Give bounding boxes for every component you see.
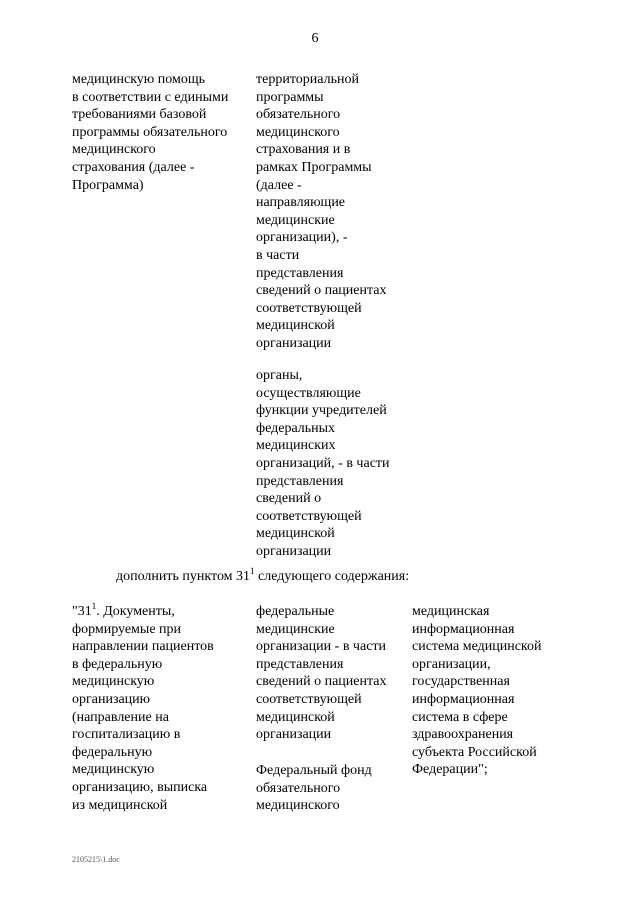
item-description: . Документы, формируемые при направлении пациентов в федеральную медицинскую организацию (направление на госпитализацию в федеральную медицинскую организацию, выписка из медицинской	[72, 604, 214, 813]
top-row-col2-block2: органы, осуществляющие функции учредителей федеральных медицинских организаций, - в части представления сведений о соответствующей медицинской организации	[256, 368, 390, 559]
item-number-superscript: 1	[91, 601, 97, 611]
new-item-col3-text: медицинская информационная система медицинской организации, государственная информационная система в сфере здравоохранения субъекта Российской Федерации";	[412, 604, 542, 778]
instruction-prefix: дополнить пунктом 31	[116, 569, 251, 584]
new-item-col2-block1: федеральные медицинские организации - в части представления сведений о пациентах соответствующей медицинской организации	[256, 604, 387, 743]
instruction-superscript: 1	[250, 566, 255, 576]
amendment-instruction	[116, 568, 409, 586]
new-item-col1-text	[72, 603, 247, 814]
item-number-prefix: "31	[72, 604, 92, 619]
footer-file-code: 2105215\1.doc	[72, 855, 120, 864]
new-item-col2-block2: Федеральный фонд обязательного медицинского	[256, 763, 372, 814]
top-row-col2-block1: территориальной программы обязательного медицинского страхования и в рамках Программы (далее - направляющие медицинские организации), - в части представления сведений о пациентах соответствующей медицинской организации	[256, 72, 387, 351]
top-row-col1-text: медицинскую помощь в соответствии с едиными требованиями базовой программы обязательного медицинского страхования (далее - Программа)	[72, 72, 229, 193]
instruction-suffix: следующего содержания:	[254, 569, 410, 584]
page-number: 6	[311, 31, 319, 46]
